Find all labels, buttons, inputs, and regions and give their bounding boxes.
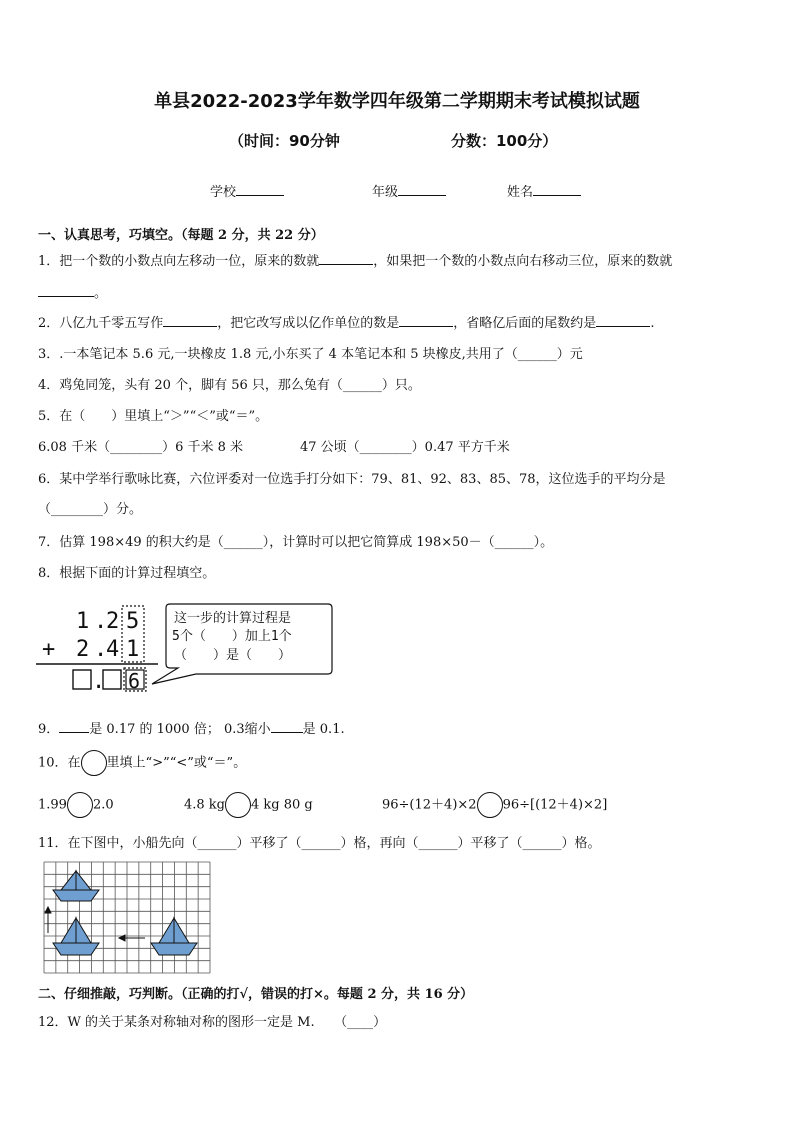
q2-blank-3[interactable] (596, 312, 650, 327)
result-digit-6: 6 (128, 669, 141, 693)
boat-original (53, 871, 99, 901)
q10-3-left: 96÷(12＋4)×2 (382, 797, 477, 813)
q10-1-right: 2.0 (92, 797, 114, 813)
boat-left-sail-left (61, 918, 76, 943)
question-6-cont: （________）分。 (38, 502, 143, 517)
question-3: 3．.一本笔记本 5.6 元,一块橡皮 1.8 元,小东买了 4 本笔记本和 5 块橡皮,共用了（______）元 (38, 347, 583, 362)
row1-dot: . (94, 609, 108, 634)
exam-score: 分数：100分） (451, 132, 558, 150)
q10-1-left: 1.99 (38, 797, 67, 813)
exam-time: （时间：90分钟 (229, 132, 340, 150)
q1-end: 。 (94, 286, 108, 301)
row2-dot: . (94, 637, 108, 662)
q2-blank-1[interactable] (163, 312, 217, 327)
boat-top-sail-right (76, 871, 91, 890)
arrow-up (45, 907, 51, 933)
question-8: 8．根据下面的计算过程填空。 (38, 566, 216, 581)
result-box-1[interactable] (73, 670, 91, 689)
question-2 (38, 312, 654, 331)
bubble-line-3: （ ）是（ ） (174, 648, 292, 663)
q10-text-b: 里填上“>”“<”或“＝”。 (106, 755, 247, 771)
question-1-cont (38, 282, 107, 301)
question-11: 11．在下图中，小船先向（______）平移了（______）格，再向（______）平移了（______）格。 (38, 836, 601, 851)
grid (44, 862, 210, 973)
row1-digit-3: 5 (126, 609, 140, 634)
question-12: 12．W 的关于某条对称轴对称的图形一定是 M. （____） (38, 1015, 387, 1030)
question-10a (38, 792, 114, 818)
question-7: 7．估算 198×49 的积大约是（______），计算时可以把它简算成 198×50－（______）。 (38, 535, 554, 550)
section1-title: 一、认真思考，巧填空。（每题 2 分，共 22 分） (38, 228, 324, 243)
boat-top-hull (53, 890, 99, 901)
bubble-line-2: 5个（ ）加上1个 (172, 629, 292, 644)
question-5b: 47 公顷（________）0.47 平方千米 (300, 440, 510, 455)
row1-digit-1: 1 (76, 609, 90, 634)
grade-field[interactable] (372, 181, 446, 200)
bubble-line-1: 这一步的计算过程是 (174, 611, 292, 626)
q10-circle-2[interactable] (225, 792, 251, 818)
q2-text-b: ，把它改写成以亿作单位的数是 (217, 316, 400, 331)
boat-grid-figure (43, 861, 211, 974)
q2-text-c: ，省略亿后面的尾数约是 (453, 316, 597, 331)
question-10 (38, 750, 246, 776)
question-10b (184, 792, 313, 818)
q2-end: . (650, 316, 655, 331)
q2-text-a: 2．八亿九千零五写作 (38, 316, 164, 331)
row2-digit-3: 1 (126, 637, 140, 662)
page-title: 单县2022-2023学年数学四年级第二学期期末考试模拟试题 (154, 91, 640, 112)
boat-right-sail-right (174, 918, 189, 943)
boat-top-sail-left (61, 871, 76, 890)
q1-blank-1[interactable] (319, 250, 373, 265)
boat-right-sail-left (159, 918, 174, 943)
question-5a: 6.08 千米（________）6 千米 8 米 (38, 440, 244, 455)
boat-left-sail-right (76, 918, 91, 943)
addition-figure (36, 598, 336, 696)
plus-sign: + (42, 637, 56, 662)
question-5: 5．在（ ）里填上“＞”“＜”或“＝”。 (38, 409, 269, 424)
q1-text-b: ，如果把一个数的小数点向右移动三位，原来的数就 (373, 254, 673, 269)
row1-digit-2: 2 (106, 609, 120, 634)
q10-circle-1[interactable] (67, 792, 93, 818)
q10-2-left: 4.8 kg (184, 797, 226, 813)
q2-blank-2[interactable] (399, 312, 453, 327)
row2-digit-2: 4 (106, 637, 120, 662)
q10-text-a: 10．在 (38, 755, 81, 771)
name-label: 姓名 (507, 185, 534, 200)
q9-text-c: 是 0.1. (302, 722, 345, 737)
q10-3-right: 96÷[(12＋4)×2] (502, 797, 608, 813)
row2-digit-1: 2 (76, 637, 90, 662)
boat-right-hull (151, 943, 197, 955)
q9-text-a: 9． (38, 722, 60, 737)
question-6: 6．某中学举行歌咏比赛，六位评委对一位选手打分如下：79、81、92、83、85、78，这位选手的平均分是 (38, 472, 666, 487)
question-1 (38, 250, 672, 269)
school-label: 学校 (210, 185, 237, 200)
section2-title: 二、仔细推敲，巧判断。（正确的打√，错误的打×。每题 2 分，共 16 分） (38, 987, 474, 1002)
q9-blank-1[interactable] (59, 718, 89, 733)
result-dot: . (92, 669, 106, 694)
question-9 (38, 718, 345, 737)
school-field[interactable] (210, 181, 284, 200)
q1-text-a: 1．把一个数的小数点向左移动一位，原来的数就 (38, 254, 320, 269)
grade-label: 年级 (372, 185, 399, 200)
q1-blank-2[interactable] (38, 282, 94, 297)
result-box-2[interactable] (103, 670, 121, 689)
question-4: 4．鸡兔同笼，头有 20 个，脚有 56 只，那么兔有（______）只。 (38, 378, 421, 393)
q9-blank-2[interactable] (271, 718, 303, 733)
q10-circle-3[interactable] (477, 792, 503, 818)
grade-blank[interactable] (398, 181, 446, 196)
q10-2-right: 4 kg 80 g (251, 797, 313, 813)
school-blank[interactable] (236, 181, 284, 196)
question-10c (382, 792, 607, 818)
q10-circle-example (81, 750, 107, 776)
boat-left-hull (53, 943, 99, 955)
q9-text-b: 是 0.17 的 1000 倍； 0.3缩小 (89, 722, 271, 737)
name-field[interactable] (507, 181, 581, 200)
name-blank[interactable] (533, 181, 581, 196)
